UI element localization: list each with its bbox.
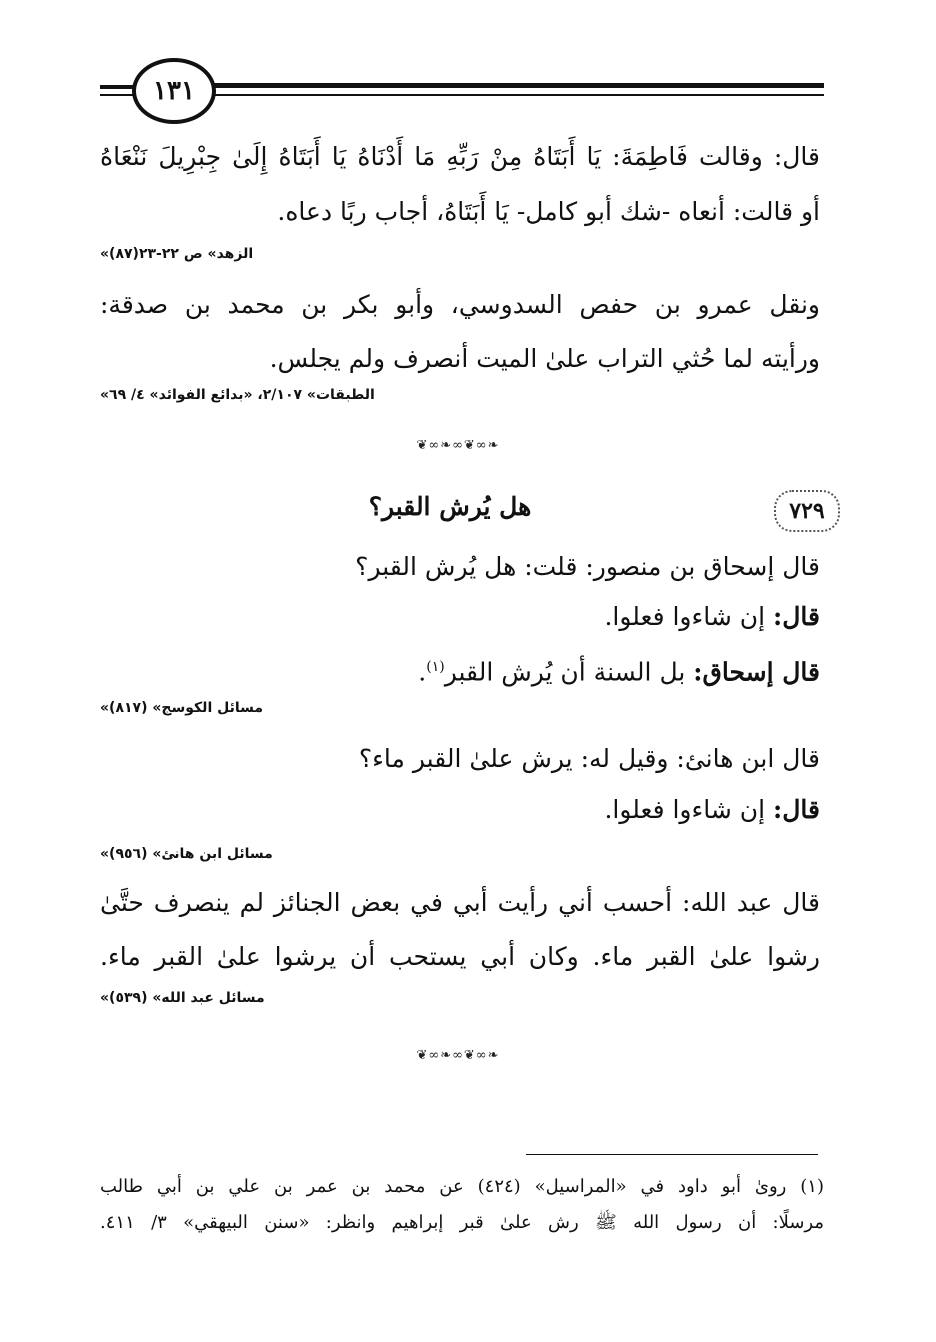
speaker-label: قال إسحاق: — [693, 657, 820, 687]
paragraph-line — [604, 600, 820, 634]
footnote-marker: (١) — [426, 659, 445, 675]
paragraph-line: ونقل عمرو بن حفص السدوسي، وأبو بكر بن محمد بن صدقة: — [100, 290, 820, 319]
question-number-badge: ٧٢٩ — [774, 490, 840, 532]
source-citation: «مسائل ابن هانئ» (٩٥٦) — [100, 846, 273, 862]
paragraph-line: أو قالت: أنعاه -شك أبو كامل- يَا أَبَتَاهُ، أجاب ربًا دعاه. — [277, 197, 820, 226]
footnote-line: مرسلًا: أن رسول الله ﷺ رش علىٰ قبر إبراهيم وانظر: «سنن البيهقي» ٣/ ٤١١. — [100, 1212, 824, 1233]
speaker-label: قال: — [773, 602, 820, 631]
page-number: ١٣١ — [132, 58, 216, 124]
statement-text: إن شاءوا فعلوا. — [604, 795, 774, 824]
footnote-line: (١) رویٰ أبو داود في «المراسيل» (٤٢٤) عن محمد بن عمر بن علي بن أبي طالب — [100, 1176, 824, 1197]
paragraph-line: قال عبد الله: أحسب أني رأيت أبي في بعض الجنائز لم ينصرف حتَّىٰ — [100, 888, 820, 917]
section-ornament: ❦∞❧∞❦∞❧ — [416, 1048, 500, 1063]
footnote-divider — [526, 1154, 818, 1155]
section-ornament: ❦∞❧∞❦∞❧ — [416, 438, 500, 453]
statement-text: إن شاءوا فعلوا. — [604, 602, 774, 631]
statement-text: بل السنة أن يُرش القبر — [444, 657, 694, 687]
source-citation: «الطبقات» ٢/١٠٧، «بدائع الفوائد» ٤/ ٦٩ — [100, 387, 375, 403]
question-title: هل يُرش القبر؟ — [368, 492, 532, 521]
paragraph-line: ورأيته لما حُثي التراب علىٰ الميت أنصرف ولم يجلس. — [269, 344, 820, 373]
paragraph-line: قال ابن هانئ: وقيل له: يرش علىٰ القبر ماء؟ — [358, 744, 820, 773]
statement-end: . — [418, 657, 427, 687]
source-citation: «مسائل الكوسج» (٨١٧) — [100, 700, 264, 716]
paragraph-line: قال: وقالت فَاطِمَةَ: يَا أَبَتَاهُ مِنْ رَبِّهِ مَا أَدْنَاهُ يَا أَبَتَاهُ إِلَىٰ جِبْرِيلَ نَنْعَاهُ — [100, 142, 820, 171]
source-citation: «الزهد» ص ٢٢-٢٣(٨٧) — [100, 246, 254, 262]
paragraph-line — [418, 650, 820, 689]
paragraph-line — [604, 793, 820, 827]
paragraph-line: رشوا علىٰ القبر ماء. وكان أبي يستحب أن يرشوا علىٰ القبر ماء. — [100, 942, 820, 971]
paragraph-line: قال إسحاق بن منصور: قلت: هل يُرش القبر؟ — [355, 552, 820, 581]
source-citation: «مسائل عبد الله» (٥٣٩) — [100, 990, 265, 1006]
speaker-label: قال: — [773, 795, 820, 824]
